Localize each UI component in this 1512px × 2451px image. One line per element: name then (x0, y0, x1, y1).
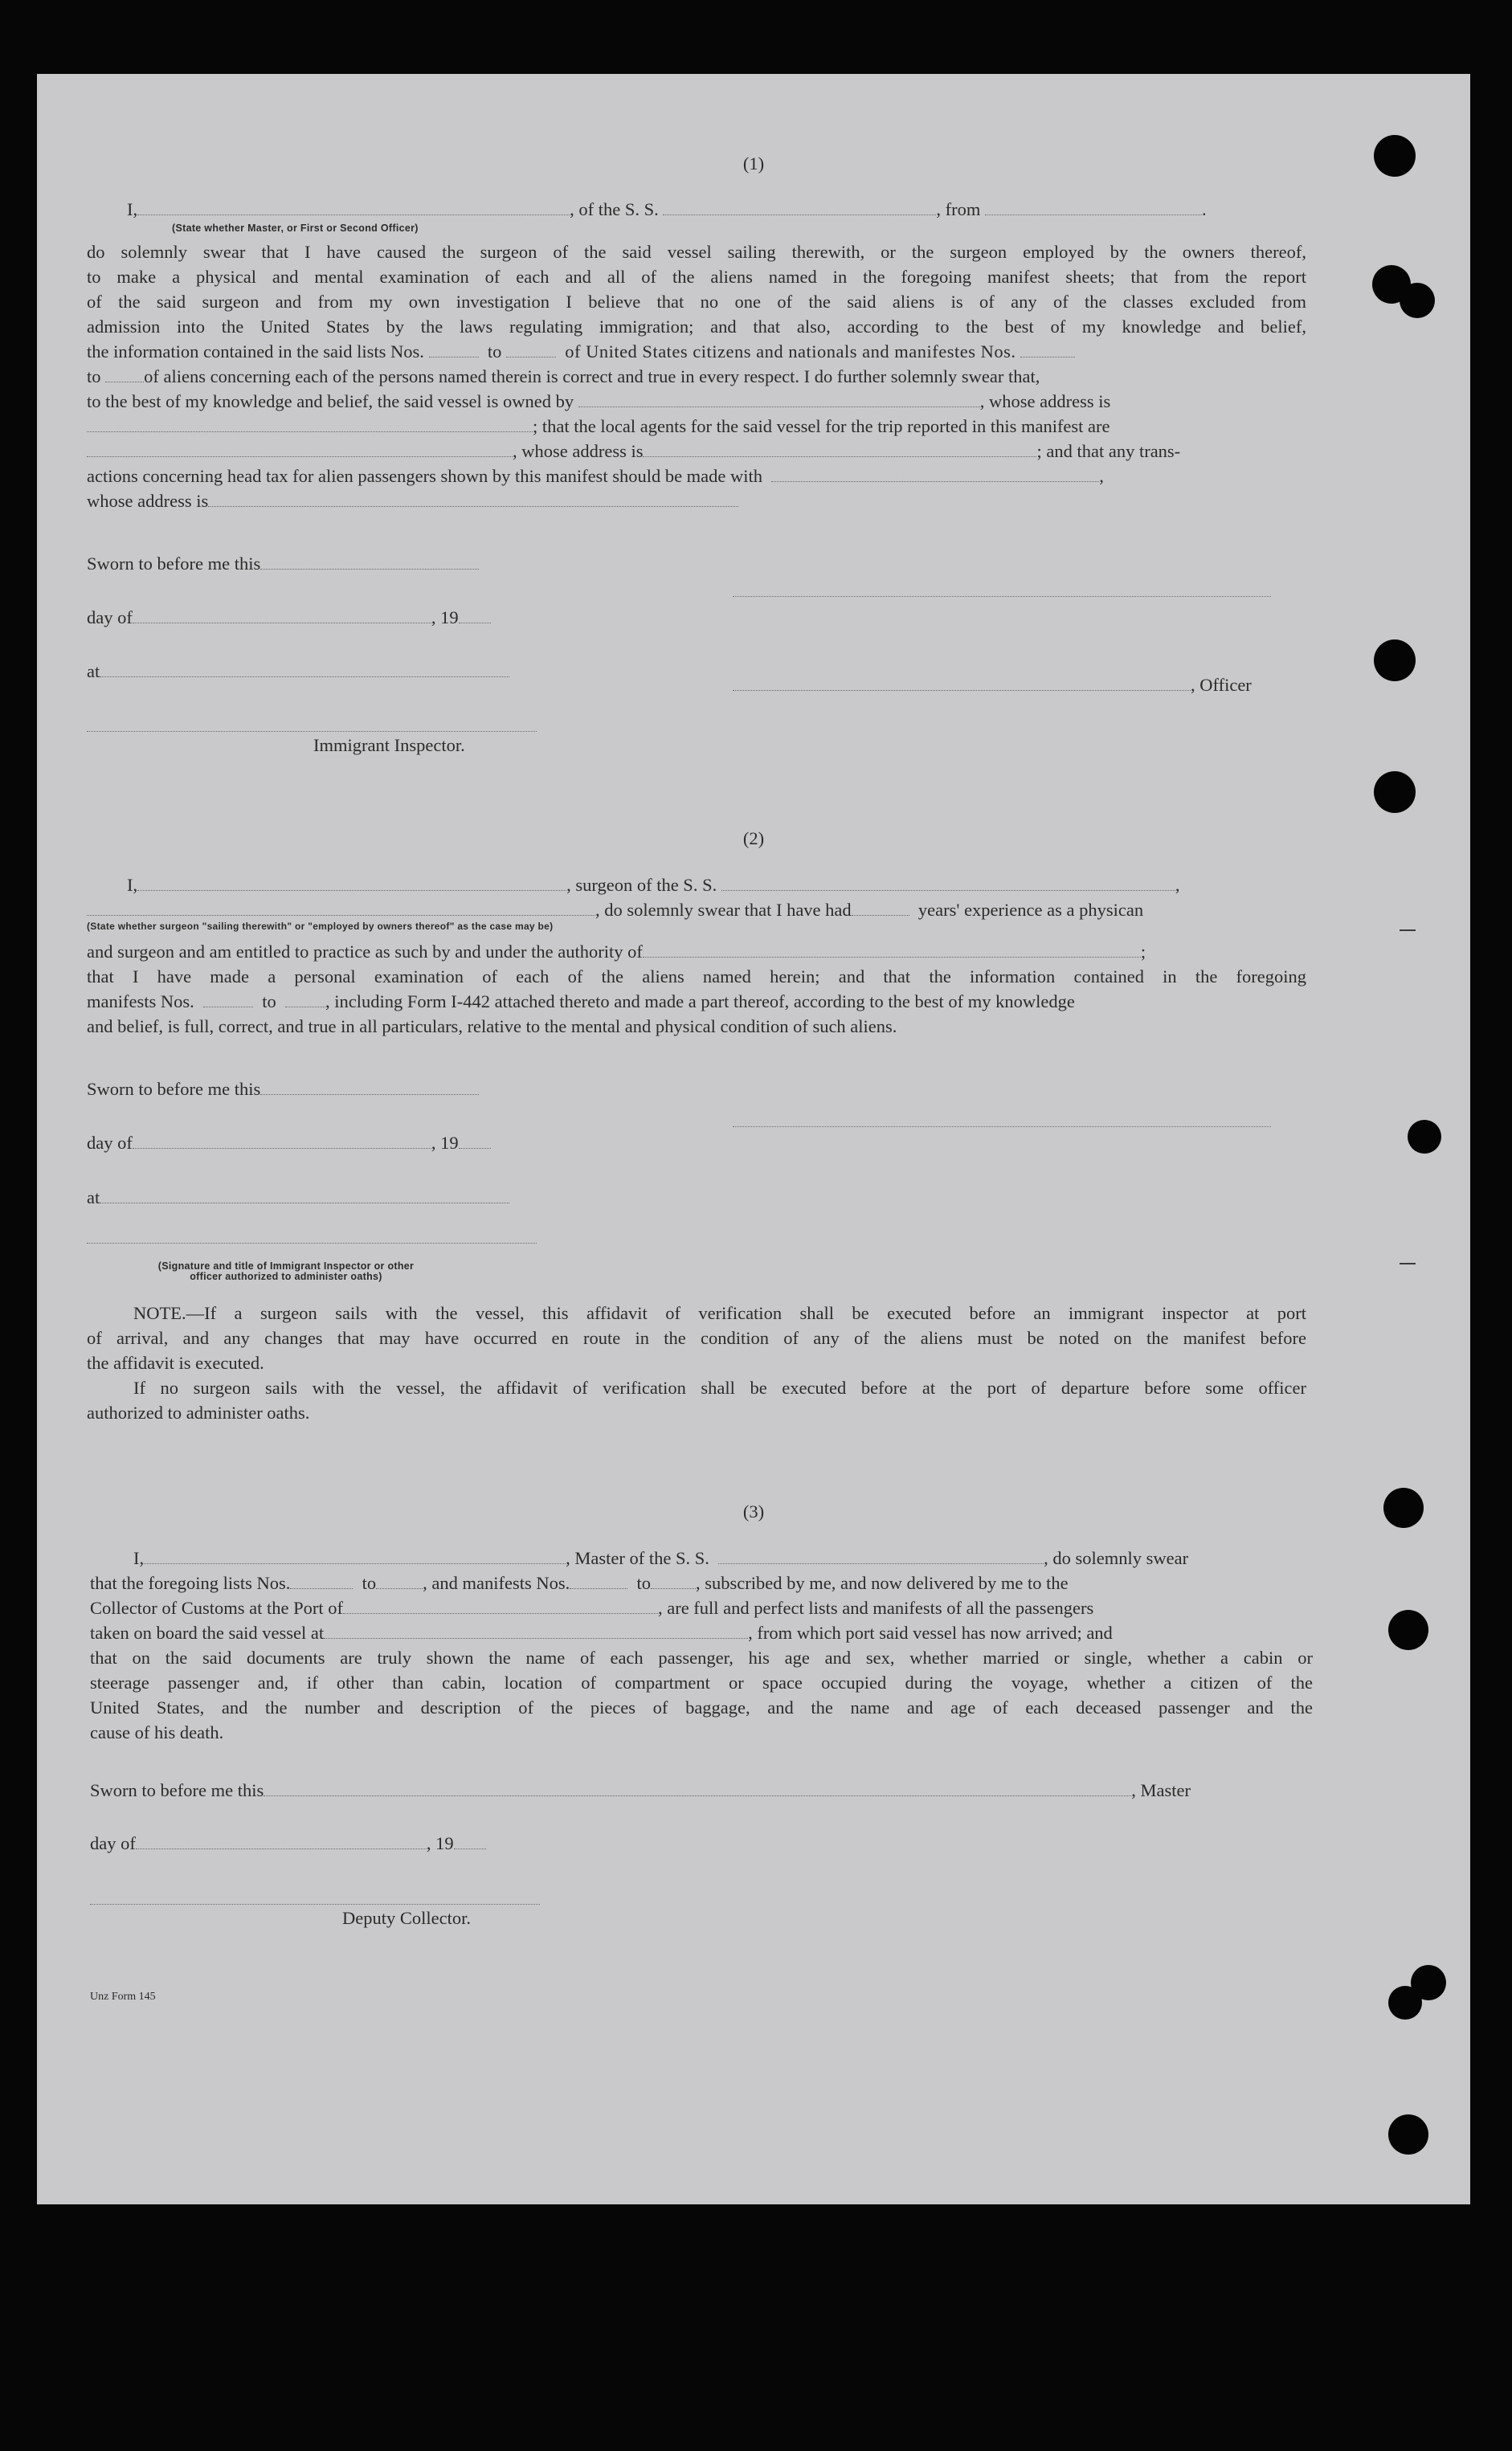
manifests-to-field[interactable] (105, 366, 144, 382)
officer-name-field[interactable] (137, 198, 570, 215)
s3-manifests-from-field[interactable] (570, 1572, 627, 1589)
s2-signature-note: (Signature and title of Immigrant Inspector or other officer authorized to administer oaths) (157, 1260, 415, 1282)
s3-collector-signature-line[interactable] (90, 1904, 540, 1905)
note-line-1: NOTE.—If a surgeon sails with the vessel, this affidavit of verification shall be executed before an immigrant inspector at port (133, 1303, 1306, 1323)
punch-hole (1388, 1610, 1428, 1650)
s1-line-5: admission into the United States by the laws regulating immigration; and that also, according to the best of my knowledge and belief, (87, 317, 1306, 337)
s2-line-4: that I have made a personal examination of each of the aliens named herein; and that the information contained in the foregoing (87, 966, 1306, 987)
s3-line-8: cause of his death. (90, 1722, 224, 1742)
s3-lists-from-field[interactable] (290, 1572, 353, 1589)
s3-collector-label: Deputy Collector. (342, 1908, 471, 1928)
surgeon-name-field[interactable] (137, 874, 566, 891)
local-agents-field[interactable] (87, 440, 513, 457)
surgeon-type-field[interactable] (87, 899, 595, 916)
edge-mark (1400, 1263, 1416, 1264)
s3-line-5: that on the said documents are truly shown the name of each passenger, his age and sex, whether married or single, whether a cabin or (90, 1648, 1313, 1668)
s2-inspector-signature-line[interactable] (87, 1243, 537, 1244)
note-line-4: If no surgeon sails with the vessel, the affidavit of verification shall be executed before at the port of departure before some officer (133, 1378, 1306, 1398)
s2-sworn: Sworn to before me this (87, 1076, 479, 1102)
punch-hole (1374, 135, 1416, 177)
note-line-2: of arrival, and any changes that may have occurred en route in the condition of any of the aliens must be noted on the manifest before (87, 1328, 1306, 1348)
punch-hole (1374, 771, 1416, 813)
head-tax-address-field[interactable] (208, 490, 738, 507)
note-line-5: authorized to administer oaths. (87, 1403, 310, 1423)
s2-signature-line[interactable] (733, 1126, 1271, 1127)
punch-hole (1408, 1120, 1441, 1154)
citizen-lists-to-field[interactable] (506, 341, 556, 357)
port-field[interactable] (343, 1597, 658, 1614)
s2-year-field[interactable] (459, 1132, 491, 1149)
s1-line-3: to make a physical and mental examination of each and all of the aliens named in the foregoing manifest sheets; that from the report (87, 267, 1306, 287)
note-line-3: the affidavit is executed. (87, 1353, 264, 1373)
s1-line-12: whose address is (87, 488, 738, 514)
s3-vessel-field[interactable] (718, 1547, 1044, 1564)
s2-line-2: , do solemnly swear that I have had years' experience as a physican (87, 897, 1143, 923)
s1-dayof: day of , 19 (87, 605, 491, 631)
punch-hole (1388, 2114, 1428, 2155)
years-experience-field[interactable] (852, 899, 909, 916)
departure-port-field[interactable] (324, 1622, 748, 1639)
s3-line-7: United States, and the number and description of the pieces of baggage, and the name and age of each deceased passenger and the (90, 1697, 1313, 1718)
punch-hole (1383, 1488, 1424, 1528)
s3-line-4: taken on board the said vessel at , from which port said vessel has now arrived; and (90, 1623, 1113, 1643)
s3-line-2: that the foregoing lists Nos. to , and manifests Nos. to , subscribed by me, and now delivered by me to the (90, 1573, 1069, 1593)
punch-hole (1388, 1986, 1422, 2020)
s3-line-1: I, , Master of the S. S. , do solemnly swear (133, 1548, 1189, 1568)
s1-place-field[interactable] (100, 660, 509, 677)
s1-sworn-date-field[interactable] (260, 553, 479, 570)
vessel-owner-field[interactable] (578, 390, 980, 407)
s1-line-8: to the best of my knowledge and belief, the said vessel is owned by , whose address is (87, 391, 1111, 411)
punch-hole (1374, 639, 1416, 681)
s2-month-field[interactable] (133, 1132, 431, 1149)
head-tax-contact-field[interactable] (771, 465, 1099, 482)
from-port-field[interactable] (985, 198, 1202, 215)
s1-sworn: Sworn to before me this (87, 551, 479, 577)
s1-signature-line[interactable] (733, 596, 1271, 597)
owner-address-field[interactable] (87, 415, 533, 432)
s3-line-6: steerage passenger and, if other than cabin, location of compartment or space occupied during the voyage, whether a citizen of the (90, 1673, 1313, 1693)
s3-sworn: Sworn to before me this , Master (90, 1780, 1191, 1800)
s1-line-11: actions concerning head tax for alien passengers shown by this manifest should be made with , (87, 466, 1104, 486)
s1-inspector-signature-line[interactable] (87, 731, 537, 732)
s3-year-field[interactable] (454, 1832, 486, 1849)
s2-manifests-from-field[interactable] (203, 991, 253, 1007)
s2-line-3: and surgeon and am entitled to practice as such by and under the authority of ; (87, 942, 1146, 962)
s1-rank-note: (State whether Master, or First or Second Officer) (172, 223, 419, 234)
section-3-number: (3) (742, 1501, 765, 1522)
s1-at: at (87, 659, 509, 684)
practice-authority-field[interactable] (643, 941, 1141, 958)
s1-year-field[interactable] (459, 607, 491, 623)
s1-line-4: of the said surgeon and from my own investigation I believe that no one of the said aliens is of any of the classes excluded from (87, 292, 1306, 312)
s1-month-field[interactable] (133, 607, 431, 623)
s1-line-1: I, , of the S. S. , from . (127, 199, 1207, 219)
s3-dayof: day of , 19 (90, 1831, 486, 1857)
s2-dayof: day of , 19 (87, 1130, 491, 1156)
s1-line-2: do solemnly swear that I have caused the surgeon of the said vessel sailing therewith, or the surgeon employed by the owners thereof, (87, 242, 1306, 262)
s1-inspector-label: Immigrant Inspector. (313, 735, 465, 755)
s2-sworn-date-field[interactable] (260, 1078, 479, 1095)
s2-vessel-field[interactable] (721, 874, 1175, 891)
vessel-name-field[interactable] (663, 198, 936, 215)
s3-manifests-to-field[interactable] (651, 1572, 696, 1589)
s1-line-7: to of aliens concerning each of the persons named therein is correct and true in every respect. I do further solemnly swear that, (87, 366, 1040, 386)
s1-line-10: , whose address is ; and that any trans- (87, 439, 1180, 464)
s1-officer-line: , Officer (733, 672, 1252, 698)
s3-lists-to-field[interactable] (376, 1572, 423, 1589)
form-number: Unz Form 145 (90, 1991, 156, 2003)
s2-at: at (87, 1185, 509, 1211)
edge-mark (1400, 929, 1416, 931)
section-1-number: (1) (742, 153, 765, 174)
agents-address-field[interactable] (643, 440, 1036, 457)
citizen-lists-from-field[interactable] (429, 341, 479, 357)
form-page (37, 74, 1470, 2204)
s1-line-9: ; that the local agents for the said vessel for the trip reported in this manifest are (87, 414, 1110, 439)
s1-line-6: the information contained in the said lists Nos. to of United States citizens and nationals and manifestes Nos. (87, 339, 1075, 365)
s2-line-1: I, , surgeon of the S. S. , (127, 875, 1180, 895)
s2-line-5: manifests Nos. to , including Form I-442 attached thereto and made a part thereof, according to the best of my knowledge (87, 991, 1075, 1011)
s1-officer-signature-field[interactable] (733, 674, 1191, 691)
section-2-number: (2) (742, 828, 765, 848)
punch-hole (1400, 283, 1435, 318)
s3-month-field[interactable] (136, 1832, 427, 1849)
s2-place-field[interactable] (100, 1187, 509, 1203)
manifests-from-field[interactable] (1020, 341, 1075, 357)
s3-line-3: Collector of Customs at the Port of , are full and perfect lists and manifests of all the passengers (90, 1598, 1094, 1618)
master-name-field[interactable] (144, 1547, 566, 1564)
s2-manifests-to-field[interactable] (285, 991, 325, 1007)
s3-master-signature-field[interactable] (264, 1779, 1131, 1796)
s2-line-6: and belief, is full, correct, and true in all particulars, relative to the mental and physical condition of such aliens. (87, 1016, 897, 1036)
s2-surgeon-note: (State whether surgeon "sailing therewith" or "employed by owners thereof" as the case may be) (87, 921, 554, 932)
